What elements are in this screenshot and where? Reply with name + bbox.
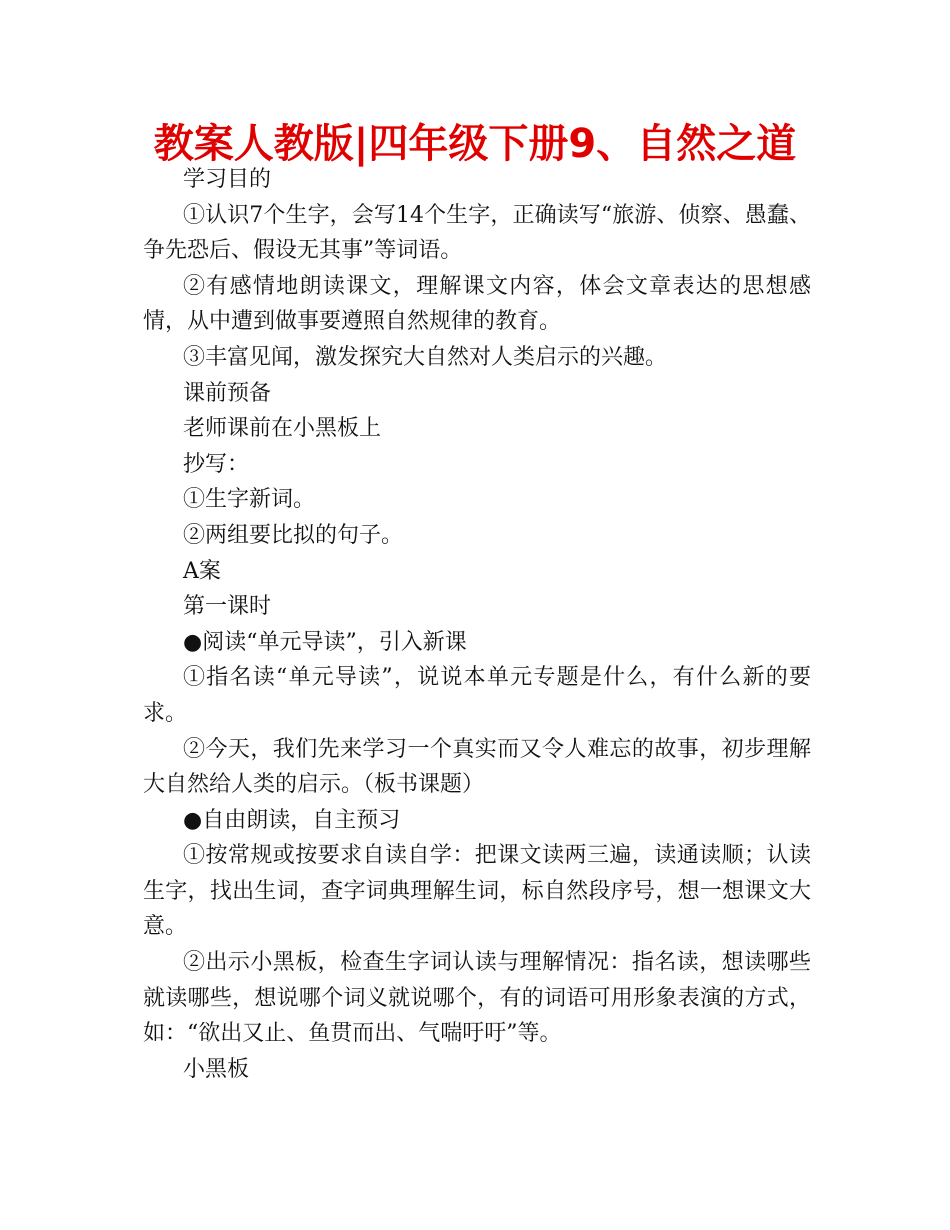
preparation-copy-label: 抄写： bbox=[183, 451, 250, 477]
step-reading-2: ②今天，我们先来学习一个真实而又令人难忘的故事，初步理解大自然给人类的启示。（板书课题） bbox=[143, 736, 811, 798]
lesson-heading: 第一课时 bbox=[183, 594, 272, 620]
step-self-study-2: ②出示小黑板，检查生字词认读与理解情况：指名读，想读哪些就读哪些，想说哪个词义就说哪个，有的词语可用形象表演的方式，如：“欲出又止、鱼贯而出、气喘吁吁”等。 bbox=[143, 950, 811, 1047]
preparation-line: 老师课前在小黑板上 bbox=[183, 416, 382, 442]
objective-2: ②有感情地朗读课文，理解课文内容，体会文章表达的思想感情，从中遭到做事要遵照自然规律的教育。 bbox=[143, 273, 811, 335]
blackboard-label: 小黑板 bbox=[183, 1056, 250, 1082]
section-heading-objectives: 学习目的 bbox=[183, 167, 272, 192]
plan-heading: A案 bbox=[183, 558, 221, 584]
preparation-item-2: ②两组要比拟的句子。 bbox=[183, 522, 404, 548]
step-self-study-1: ①按常规或按要求自读自学：把课文读两三遍，读通读顺；认读生字，找出生词，查字词典理解生词，标自然段序号，想一想课文大意。 bbox=[143, 843, 811, 940]
step-heading-reading: ●阅读“单元导读”，引入新课 bbox=[183, 629, 467, 655]
objective-3: ③丰富见闻，激发探究大自然对人类启示的兴趣。 bbox=[183, 344, 668, 370]
section-heading-preparation: 课前预备 bbox=[183, 380, 272, 406]
preparation-item-1: ①生字新词。 bbox=[183, 487, 316, 513]
objective-1: ①认识7个生字，会写14个生字，正确读写“旅游、侦察、愚蠢、争先恐后、假设无其事”等词语。 bbox=[143, 202, 811, 264]
document-title: 教案人教版|四年级下册9、自然之道 bbox=[153, 121, 797, 167]
step-reading-1: ①指名读“单元导读”，说说本单元专题是什么，有什么新的要求。 bbox=[143, 665, 811, 726]
step-heading-self-study: ●自由朗读，自主预习 bbox=[183, 807, 401, 833]
document-body bbox=[143, 162, 811, 1087]
